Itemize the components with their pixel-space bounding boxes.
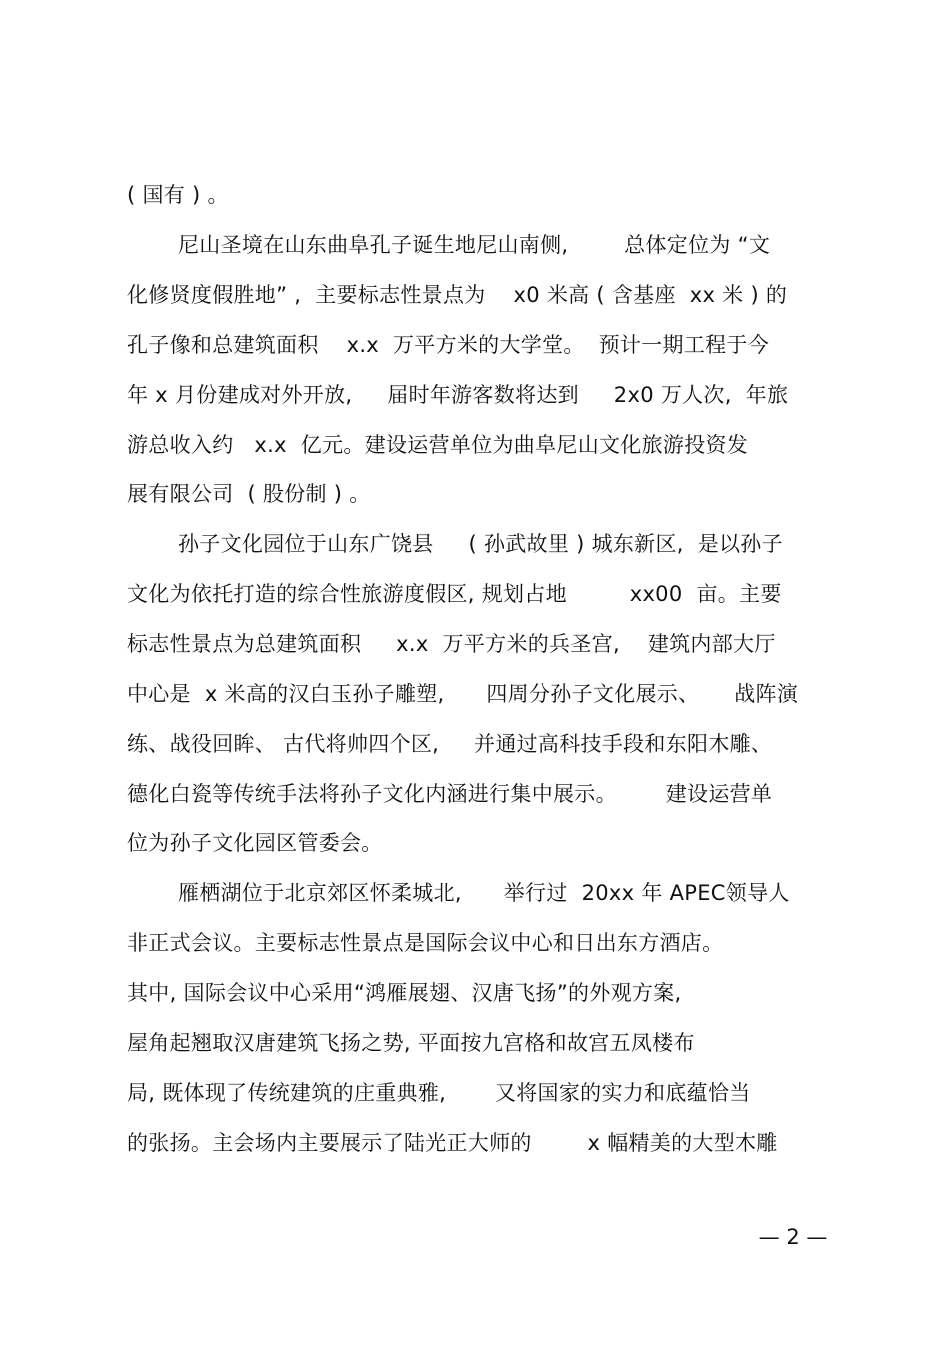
paragraph-2-line-3: 孔子像和总建筑面积 x.x 万平方米的大学堂。 预计一期工程于今 <box>127 333 770 357</box>
paragraph-4-line-3: 其中, 国际会议中心采用“鸿雁展翅、汉唐飞扬”的外观方案, <box>127 981 682 1005</box>
paragraph-3-line-5: 练、战役回眸、 古代将帅四个区, 并通过高科技手段和东阳木雕、 <box>127 732 773 756</box>
page-number: — 2 — <box>758 1225 828 1249</box>
paragraph-4-line-5: 局, 既体现了传统建筑的庄重典雅, 又将国家的实力和底蕴恰当 <box>127 1081 751 1105</box>
paragraph-3-line-3: 标志性景点为总建筑面积 x.x 万平方米的兵圣宫, 建筑内部大厅 <box>127 632 776 656</box>
paragraph-1-line-1: ( 国有 ) 。 <box>127 183 229 207</box>
paragraph-3-line-4: 中心是 x 米高的汉白玉孙子雕塑, 四周分孙子文化展示、 战阵演 <box>127 682 799 706</box>
paragraph-2-line-1: 尼山圣境在山东曲阜孔子诞生地尼山南侧, 总体定位为 “文 <box>178 233 771 257</box>
paragraph-2-line-6: 展有限公司 ( 股份制 ) 。 <box>127 482 371 506</box>
paragraph-4-line-4: 屋角起翘取汉唐建筑飞扬之势, 平面按九宫格和故宫五凤楼布 <box>127 1031 695 1055</box>
paragraph-3-line-7: 位为孙子文化园区管委会。 <box>127 831 383 855</box>
paragraph-2-line-4: 年 x 月份建成对外开放, 届时年游客数将达到 2x0 万人次, 年旅 <box>127 383 789 407</box>
paragraph-3-line-6: 德化白瓷等传统手法将孙子文化内涵进行集中展示。 建设运营单 <box>127 782 773 806</box>
paragraph-2-line-5: 游总收入约 x.x 亿元。建设运营单位为曲阜尼山文化旅游投资发 <box>127 433 749 457</box>
paragraph-4-line-2: 非正式会议。主要标志性景点是国际会议中心和日出东方酒店。 <box>127 931 724 955</box>
paragraph-3-line-2: 文化为依托打造的综合性旅游度假区, 规划占地 xx00 亩。主要 <box>127 582 782 606</box>
paragraph-4-line-6: 的张扬。主会场内主要展示了陆光正大师的 x 幅精美的大型木雕 <box>127 1131 778 1155</box>
paragraph-2-line-2: 化修贤度假胜地” , 主要标志性景点为 x0 米高 ( 含基座 xx 米 ) 的 <box>127 283 788 307</box>
paragraph-3-line-1: 孙子文化园位于山东广饶县 ( 孙武故里 ) 城东新区, 是以孙子 <box>178 532 783 556</box>
paragraph-4-line-1: 雁栖湖位于北京郊区怀柔城北, 举行过 20xx 年 APEC领导人 <box>178 881 790 905</box>
